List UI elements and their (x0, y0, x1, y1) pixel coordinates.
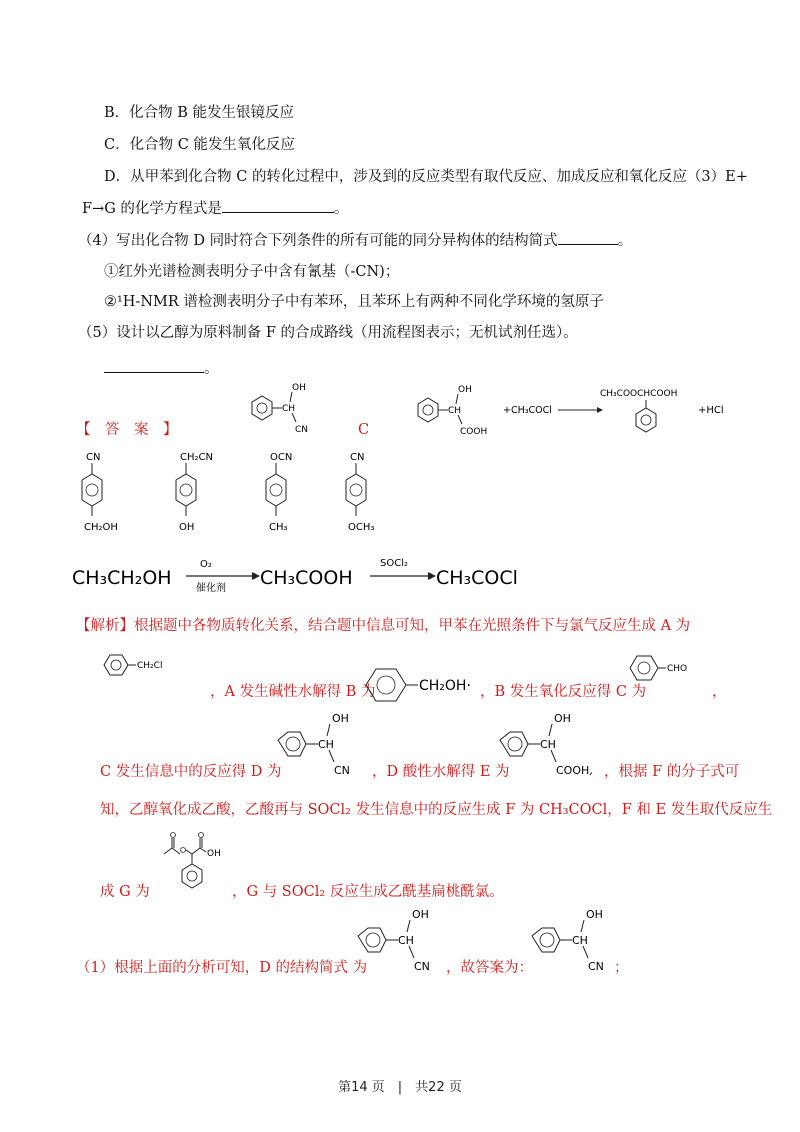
structure-benzaldehyde (626, 650, 706, 686)
structure-acetylmandelic-acid (600, 384, 700, 444)
oh-label: OH (292, 383, 306, 393)
answer-blank (222, 198, 334, 213)
structure-benzyl-alcohol (362, 662, 482, 708)
arrow-icon (428, 572, 436, 580)
question-4 (78, 230, 632, 251)
question-5-answer-line (104, 358, 219, 379)
option-c: C．化合物 C 能发生氧化反应 (104, 137, 295, 153)
hcl-product (698, 400, 738, 420)
route-ethanol: CH₃CH₂OH (72, 567, 172, 589)
structure-mandelic-acid (412, 382, 492, 442)
analysis-line5-b: ，G 与 SOCl₂ 反应生成乙酰基扁桃酰氯。 (232, 884, 504, 900)
analysis-line1: 【解析】根据题中各物质转化关系，结合题中信息可知，甲苯在光照条件下与氯气反应生成 A 为 (76, 618, 691, 634)
option-d-line1: D．从甲苯到化合物 C 的转化过程中，涉及到的反应类型有取代反应、加成反应和氧化反应（3）E+ (104, 169, 748, 185)
page-footer: 第14 页 | 共22 页 (338, 1080, 462, 1095)
cn-label: CN (414, 960, 430, 973)
analysis-line3-c: ，根据 F 的分子式可 (604, 764, 740, 780)
cho-label: CHO (667, 664, 688, 674)
analysis-line4: 知，乙醇氧化成乙酸，乙酸再与 SOCl₂ 发生信息中的反应生成 F 为 CH₃COCl，F 和 E 发生取代反应生 (100, 802, 773, 818)
oh-label: OH (586, 908, 603, 921)
ch-label: CH (572, 934, 588, 947)
route-acetyl-chloride: CH₃COCl (436, 567, 518, 589)
oh-label: OH (458, 385, 472, 395)
route-reagent-o2: O₂ (200, 559, 212, 570)
oxygen-atom-icon (199, 833, 204, 838)
cn-label: CN (295, 425, 309, 435)
analysis-line3-b: ，D 酸性水解得 E 为 (372, 764, 510, 780)
answer-label: 【 答 案 】 (76, 422, 178, 438)
question-4-text: （4）写出化合物 D 同时符合下列条件的所有可能的同分异构体的结构简式 (78, 233, 558, 249)
route-reagent-catalyst: 催化剂 (196, 583, 226, 594)
period: 。 (333, 201, 349, 217)
ch2oh-label: CH₂OH· (419, 678, 471, 694)
structure-g (160, 830, 240, 910)
structure-d-answer (352, 908, 452, 978)
oxygen-atom-icon (171, 833, 176, 838)
ch-label: CH (318, 738, 334, 751)
oh-label: OH (207, 849, 221, 859)
route-acetic-acid: CH₃COOH (260, 567, 353, 589)
option-d-text: F→G 的化学方程式是 (82, 201, 222, 217)
answer-blank (104, 358, 204, 373)
cooh-label: COOH, (556, 764, 593, 777)
cn-label: CN (588, 960, 604, 973)
cn-label: CN (86, 452, 101, 463)
ch2cn-label: CH₂CN (180, 452, 213, 463)
cn-label: CN (350, 452, 365, 463)
analysis-line6-c: ； (614, 960, 629, 976)
question-5: （5）设计以乙醇为原料制备 F 的合成路线（用流程图表示；无机试剂任选）。 (78, 325, 578, 341)
analysis-line3-a: C 发生信息中的反应得 D 为 (100, 764, 282, 780)
hcl-label: +HCl (698, 405, 724, 416)
isomer-3 (258, 450, 328, 540)
reagent-label: +CH₃COCl (503, 405, 552, 416)
analysis-line2-a: ，A 发生碱性水解得 B 为 (210, 684, 376, 700)
ch3-label: CH₃ (269, 522, 288, 533)
cn-label: CN (334, 764, 350, 777)
oxygen-atom-icon (181, 848, 186, 853)
structure-d (272, 712, 372, 782)
analysis-line6-b: ，故答案为： (446, 960, 533, 976)
oh-label: OH (412, 908, 429, 921)
ch-label: CH (448, 406, 462, 416)
analysis-line2-c: ， (712, 684, 727, 700)
product-label: CH₃COOCHCOOH (600, 389, 678, 399)
structure-e (494, 712, 604, 782)
structure-benzyl-chloride (100, 650, 200, 680)
ch-label: CH (540, 738, 556, 751)
oh-label: OH (554, 712, 571, 725)
cooh-label: COOH (460, 427, 488, 437)
answer-blank (558, 230, 618, 245)
arrow-icon (252, 572, 260, 580)
ch2cl-label: CH₂Cl (137, 661, 163, 671)
synthesis-route (72, 554, 542, 604)
ocn-label: OCN (270, 452, 293, 463)
structure-d-answer-2 (526, 908, 626, 978)
och3-label: OCH₃ (348, 522, 375, 533)
analysis-line6-a: （1）根据上面的分析可知，D 的结构简式 为 (76, 960, 368, 976)
condition-1: ①红外光谱检测表明分子中含有氰基（-CN)； (104, 264, 400, 280)
isomer-4 (336, 450, 406, 540)
answer-c: C (358, 422, 370, 438)
analysis-line2-b: ，B 发生氧化反应得 C 为 (480, 684, 647, 700)
isomer-2 (168, 450, 248, 540)
isomer-1 (72, 450, 142, 540)
period: 。 (204, 361, 219, 377)
oh-label: OH (332, 712, 349, 725)
ch-label: CH (398, 934, 414, 947)
analysis-line5-a: 成 G 为 (100, 884, 150, 900)
structure-mandelonitrile (242, 380, 322, 440)
route-reagent-socl2: SOCl₂ (380, 558, 408, 569)
period: 。 (617, 233, 633, 249)
ch2oh-label: CH₂OH (84, 522, 118, 533)
ch-label: CH (282, 404, 296, 414)
equation-reagent (503, 400, 603, 420)
condition-2: ②¹H-NMR 谱检测表明分子中有苯环，且苯环上有两种不同化学环境的氢原子 (104, 294, 604, 310)
option-d-line2 (82, 198, 348, 219)
option-b: B．化合物 B 能发生银镜反应 (104, 105, 295, 121)
oh-label: OH (179, 522, 195, 533)
